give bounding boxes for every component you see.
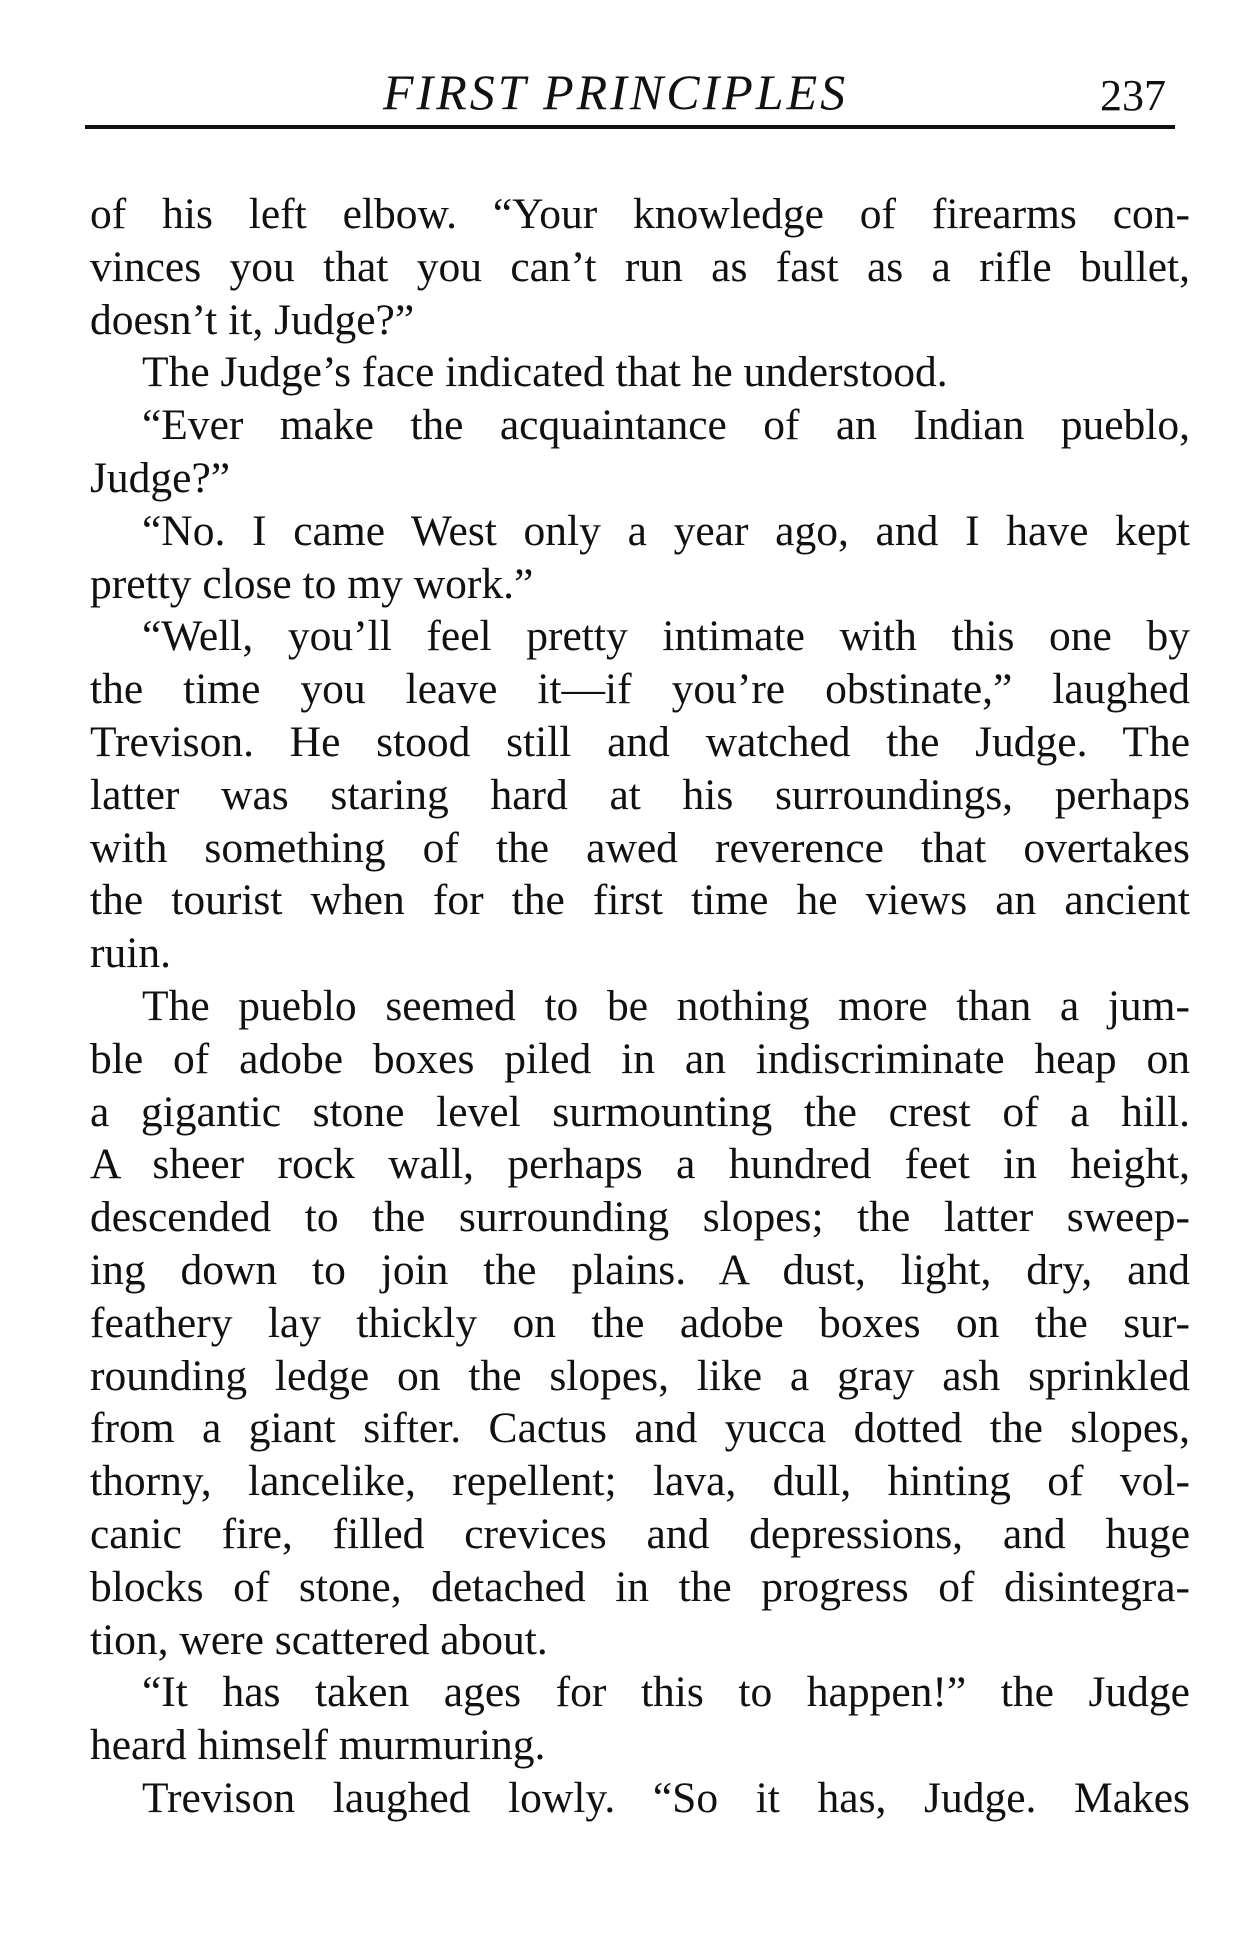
running-head xyxy=(88,62,1178,122)
text-line: ble of adobe boxes piled in an indiscriminate heap on xyxy=(90,1034,1190,1083)
text-line: a gigantic stone level surmounting the crest of a hill. xyxy=(90,1087,1190,1136)
text-line: doesn’t it, Judge?” xyxy=(90,295,415,344)
text-line: descended to the surrounding slopes; the latter sweep- xyxy=(90,1193,1190,1242)
text-line: blocks of stone, detached in the progress of disintegra- xyxy=(90,1562,1190,1611)
text-line: with something of the awed reverence that overtakes xyxy=(90,823,1190,872)
text-line: pretty close to my work.” xyxy=(90,559,534,608)
body-text xyxy=(90,188,1190,1825)
text-line: “Ever make the acquaintance of an Indian pueblo, xyxy=(142,401,1190,450)
text-line: thorny, lancelike, repellent; lava, dull, hinting of vol- xyxy=(90,1457,1190,1506)
paragraph xyxy=(90,610,1190,980)
text-line: A sheer rock wall, perhaps a hundred feet in height, xyxy=(90,1140,1190,1189)
header-rule xyxy=(85,125,1175,129)
text-line: Trevison. He stood still and watched the Judge. The xyxy=(90,717,1190,766)
running-title: FIRST PRINCIPLES xyxy=(383,64,849,120)
paragraph xyxy=(90,1666,1190,1772)
paragraph xyxy=(90,346,1190,399)
text-line: feathery lay thickly on the adobe boxes on the sur- xyxy=(90,1298,1190,1347)
text-line: ing down to join the plains. A dust, light, dry, and xyxy=(90,1245,1190,1294)
paragraph xyxy=(90,399,1190,505)
text-line: “No. I came West only a year ago, and I have kept xyxy=(142,506,1190,555)
page-number: 237 xyxy=(1100,71,1166,120)
paragraph xyxy=(90,980,1190,1666)
paragraph-continuation xyxy=(90,188,1190,346)
paragraph xyxy=(90,505,1190,611)
text-line: from a giant sifter. Cactus and yucca dotted the slopes, xyxy=(90,1404,1190,1453)
text-line: The pueblo seemed to be nothing more than a jum- xyxy=(142,981,1190,1030)
text-line: heard himself murmuring. xyxy=(90,1721,546,1770)
text-line: “Well, you’ll feel pretty intimate with this one by xyxy=(142,612,1190,661)
text-line: The Judge’s face indicated that he understood. xyxy=(142,348,948,397)
text-line: Trevison laughed lowly. “So it has, Judge. Makes xyxy=(142,1773,1190,1822)
text-line: latter was staring hard at his surroundings, perhaps xyxy=(90,770,1190,819)
text-line: rounding ledge on the slopes, like a gray ash sprinkled xyxy=(90,1351,1190,1400)
text-line: Judge?” xyxy=(90,453,231,502)
text-line: canic fire, filled crevices and depressions, and huge xyxy=(90,1509,1190,1558)
paragraph xyxy=(90,1772,1190,1825)
text-line: of his left elbow. “Your knowledge of firearms con- xyxy=(90,190,1190,238)
text-line: the tourist when for the first time he views an ancient xyxy=(90,876,1190,925)
text-line: vinces you that you can’t run as fast as a rifle bullet, xyxy=(90,242,1190,291)
text-line: ruin. xyxy=(90,929,171,978)
text-line: “It has taken ages for this to happen!” the Judge xyxy=(142,1668,1190,1717)
text-line: the time you leave it—if you’re obstinate,” laughed xyxy=(90,665,1190,714)
text-line: tion, were scattered about. xyxy=(90,1615,548,1664)
